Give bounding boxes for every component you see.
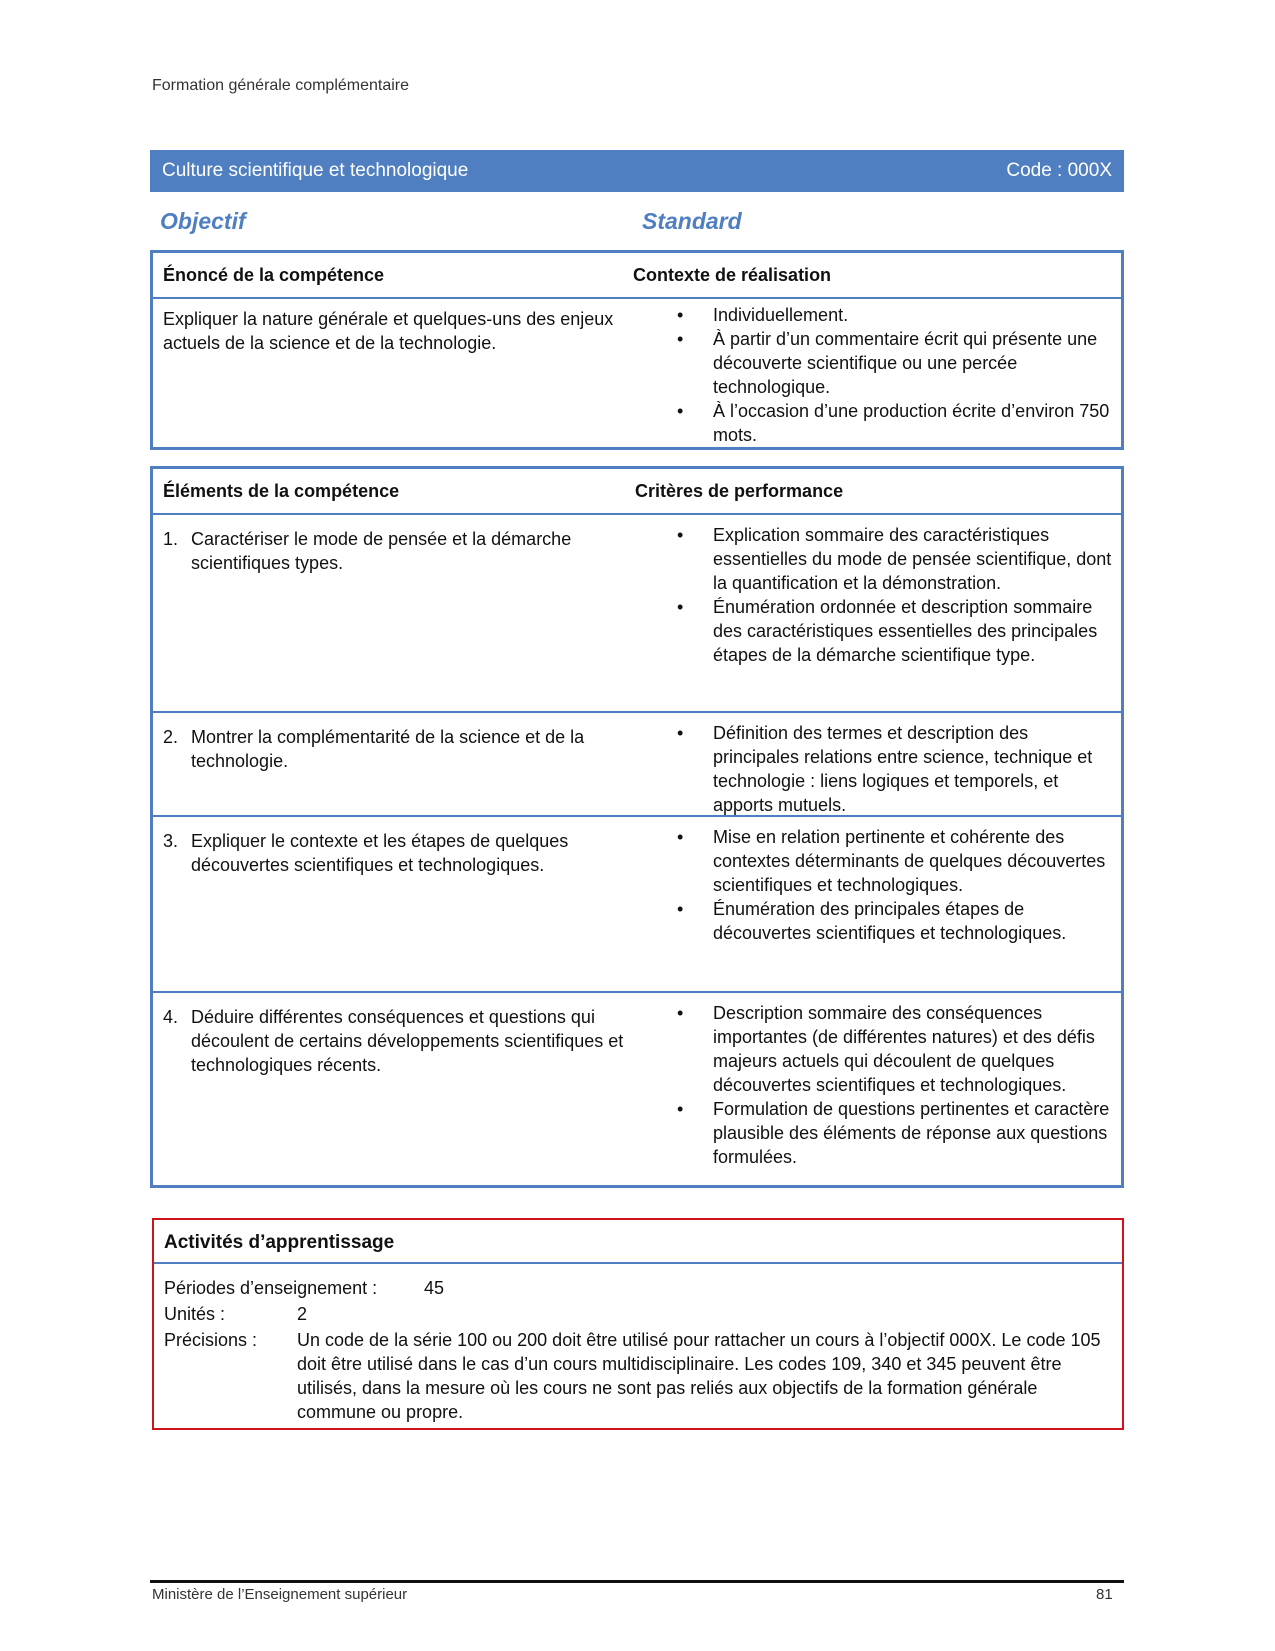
competence-header — [153, 253, 1121, 299]
learning-activities-box — [152, 1218, 1124, 1430]
element-number: 4. — [163, 1007, 179, 1027]
element-description: Expliquer le contexte et les étapes de quelques découvertes scientifiques et technologiques. — [191, 831, 569, 875]
element-row-3 — [153, 817, 1121, 993]
element-row-1 — [153, 515, 1121, 713]
contexte-header: Contexte de réalisation — [633, 265, 832, 285]
periodes-label: Périodes d’enseignement : — [164, 1278, 378, 1298]
page-number: 81 — [1096, 1586, 1113, 1603]
divider — [154, 1262, 1122, 1264]
list-item: • Individuellement. — [673, 303, 1113, 327]
criteria-list — [673, 1001, 1113, 1169]
criteria-list — [673, 523, 1113, 667]
list-item: • À partir d’un commentaire écrit qui présente une découverte scientifique ou une percée technologique. — [673, 327, 1113, 399]
criteria-header: Critères de performance — [635, 481, 844, 501]
contexte-list — [673, 303, 1113, 447]
list-item: • Formulation de questions pertinentes et caractère plausible des éléments de réponse aux questions formulées. — [673, 1097, 1113, 1169]
footer-divider — [150, 1580, 1124, 1583]
list-item: • Mise en relation pertinente et cohérente des contextes déterminants de quelques découvertes scientifiques et technologiques. — [673, 825, 1113, 897]
enonce-text: Expliquer la nature générale et quelques-uns des enjeux actuels de la science et de la technologie. — [163, 309, 614, 353]
criteria-list — [673, 825, 1113, 945]
list-item: • Définition des termes et description des principales relations entre science, technique et technologie : liens logiques et temporels, et apports mutuels. — [673, 721, 1113, 817]
course-title: Culture scientifique et technologique — [162, 160, 469, 181]
element-row-4 — [153, 993, 1121, 1189]
element-number: 1. — [163, 529, 179, 549]
criteria-list — [673, 721, 1113, 817]
competence-box — [150, 250, 1124, 450]
element-number: 2. — [163, 727, 179, 747]
course-title-bar — [150, 150, 1124, 192]
elements-box — [150, 466, 1124, 1188]
footer-ministry: Ministère de l’Enseignement supérieur — [152, 1586, 408, 1603]
element-text — [163, 829, 633, 877]
element-text — [163, 527, 633, 575]
list-item: • Énumération des principales étapes de découvertes scientifiques et technologiques. — [673, 897, 1113, 945]
element-description: Caractériser le mode de pensée et la démarche scientifiques types. — [191, 529, 572, 573]
enonce-header: Énoncé de la compétence — [163, 265, 385, 285]
element-row-2 — [153, 713, 1121, 817]
periodes-value: 45 — [424, 1278, 445, 1298]
elements-header-left: Éléments de la compétence — [163, 481, 400, 501]
unites-value: 2 — [297, 1304, 308, 1324]
elements-header — [153, 469, 1121, 515]
element-text — [163, 725, 633, 773]
course-code: Code : 000X — [1006, 160, 1112, 181]
activities-title: Activités d’apprentissage — [164, 1232, 395, 1253]
document-header: Formation générale complémentaire — [152, 77, 410, 94]
precisions-text: Un code de la série 100 ou 200 doit être utilisé pour rattacher un cours à l’objectif 000X. Le code 105 doit être utilisé dans le cas d’un cours multidisciplinaire. Les codes 109, 340 et 345 peuvent être utilisés, dans la mesure où les cours ne sont pas reliés aux objectifs de la formation générale commune ou propre. — [297, 1330, 1101, 1422]
standard-heading: Standard — [642, 208, 742, 234]
precisions-label: Précisions : — [164, 1330, 258, 1350]
objectif-heading: Objectif — [160, 208, 246, 234]
list-item: • À l’occasion d’une production écrite d’environ 750 mots. — [673, 399, 1113, 447]
list-item: • Description sommaire des conséquences importantes (de différentes natures) et des défis majeurs actuels qui découlent de quelques découvertes scientifiques et technologiques. — [673, 1001, 1113, 1097]
list-item: • Explication sommaire des caractéristiques essentielles du mode de pensée scientifique, dont la quantification et la démonstration. — [673, 523, 1113, 595]
objective-row — [160, 208, 1120, 238]
element-description: Déduire différentes conséquences et questions qui découlent de certains développements scientifiques et technologiques récents. — [191, 1007, 624, 1075]
competence-row — [153, 299, 1121, 449]
element-text — [163, 1005, 633, 1077]
list-item: • Énumération ordonnée et description sommaire des caractéristiques essentielles des principales étapes de la démarche scientifique type. — [673, 595, 1113, 667]
element-description: Montrer la complémentarité de la science et de la technologie. — [191, 727, 585, 771]
element-number: 3. — [163, 831, 179, 851]
unites-label: Unités : — [164, 1304, 226, 1324]
